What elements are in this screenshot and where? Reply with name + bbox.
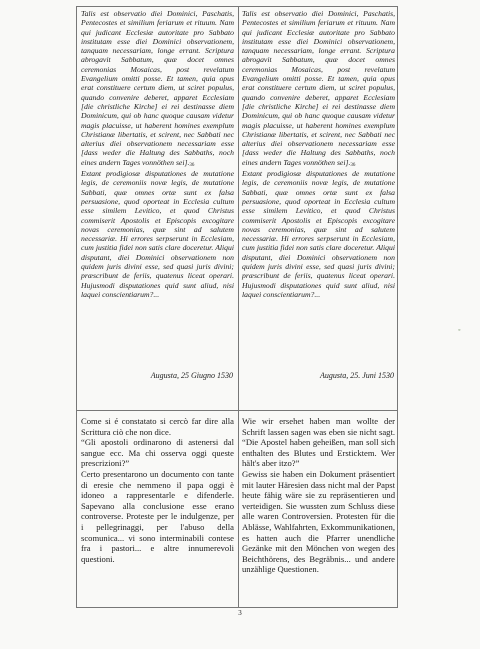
translation-paragraph: Wie wir ersehet haben man wollte der Schrift lassen sagen was eben sie nicht sagt. “Die Apostel haben geheißen, man soll sich enthalten des Blutes und Ersticktem. Wer hält's aber itzo?” [242,416,395,469]
translation-paragraph: “Gli apostoli ordinarono di astenersi dal sangue ecc. Ma chi osserva oggi queste prescrizioni?” [81,437,234,469]
italian-translation [81,416,234,564]
bilingual-text-table [76,6,398,608]
latin-paragraph-1-right: Talis est observatio diei Dominici, Paschatis, Pentecostes et similium feriarum et rituum. Nam qui judicant Ecclesiæ autoritate pro Sabbato institutam esse diei Dominici observationem, tanquam necessariam, longe errant. Scriptura abrogavit Sabbatum, quæ docet omnes ceremonias Mosaicas, post revelatum Evangelium omitti posse. Et tamen, quia opus erat constituere certum diem, ut sciret populus, quando convenire deberet, apparet Ecclesiam [die christliche Kirche] ei rei destinasse diem Dominicum, qui ob hanc quoque causam videtur magis placuisse, ut haberent homines exemplum Christianæ libertatis, et scirent, nec Sabbati nec alterius diei observationem necessariam esse [dass weder die Haltung des Sabbaths, noch eines andern Tages vonnöthen sei]. [242,9,395,167]
latin-paragraph-2-left: Extant prodigiosæ disputationes de mutatione legis, de ceremoniis novæ legis, de mutatione Sabbati, quæ omnes ortæ sunt ex falsa persuasione, quod oporteat in Ecclesia cultum esse similem Levitico, et quod Christus commiserit Apostolis et Episcopis excogitare novas ceremonias, quæ sint ad salutem necessariæ. Hi errores serpserunt in Ecclesiam, cum justitia fidei non satis clare doceretur. Aliqui disputant, diei Dominici observationem non quidem juris divini esse, sed quasi juris divini; præscribunt de feriis, quatenus liceat operari. Hujusmodi disputationes quid sunt aliud, nisi laquei conscientiarum?... [81,169,234,299]
page-number: 3 [238,609,242,617]
latin-passage-left [81,9,234,299]
footnote-ref-right: 36 [350,162,356,168]
translation-paragraph: Come si é constatato si cercò far dire alla Scrittura ciò che non dice. [81,416,234,437]
right-column [238,7,399,607]
stray-mark: ◦ [458,326,461,334]
translation-paragraph: Certo presentarono un documento con tante di eresie che nemmeno il papa oggi è idoneo a rappresentarle e difenderle. Sapevano alla conclusione esse erano controverse. Proteste per le indulgenze, per i pellegrinaggi, per l'abuso della scomunica... vi sono interminabili contese fra i pastori... e altre innumerevoli questioni. [81,468,234,564]
date-right: Augusta, 25. Juni 1530 [320,371,394,380]
latin-paragraph-1-left: Talis est observatio diei Dominici, Paschatis, Pentecostes et similium feriarum et rituum. Nam qui judicant Ecclesiæ autoritate pro Sabbato institutam esse diei Dominici observationem, tanquam necessariam, longe errant. Scriptura abrogavit Sabbatum, quæ docet omnes ceremonias Mosaicas, post revelatum Evangelium omitti posse. Et tamen, quia opus erat constituere certum diem, ut sciret populus, quando convenire deberet, apparet Ecclesiam [die christliche Kirche] ei rei destinasse diem Dominicum, qui ob hanc quoque causam videtur magis placuisse, ut haberent homines exemplum Christianæ libertatis, et scirent, nec Sabbati nec alterius diei observationem necessariam esse [dass weder die Haltung des Sabbaths, noch eines andern Tages vonnöthen sei]. [81,9,234,167]
latin-paragraph-2-right: Extant prodigiosæ disputationes de mutatione legis, de ceremoniis novæ legis, de mutatione Sabbati, quæ omnes ortæ sunt ex falsa persuasione, quod oporteat in Ecclesia cultum esse similem Levitico, et quod Christus commiserit Apostolis et Episcopis excogitare novas ceremonias, quæ sint ad salutem necessariæ. Hi errores serpserunt in Ecclesiam, cum justitia fidei non satis clare doceretur. Aliqui disputant, diei Dominici observationem non quidem juris divini esse, sed quasi juris divini; præscribunt de feriis, quatenus liceat operari. Hujusmodi disputationes quid sunt aliud, nisi laquei conscientiarum?... [242,169,395,299]
german-translation [242,416,395,575]
latin-passage-right [242,9,395,299]
footnote-ref-left: 36 [189,162,195,168]
date-left: Augusta, 25 Giugno 1530 [150,371,233,380]
translation-paragraph: Gewiss sie haben ein Dokument präsentiert mit lauter Häresien dass nicht mal der Papst heute fähig wäre sie zu repräsentieren und verteidigen. Sie wussten zum Schluss diese alle waren Controversien. Protesten für die Ablässe, Wahlfahrten, Exkommunikationen, es hatten auch die Pfarrer unendliche Gezänke mit den Mönchen von wegen des Beichthörens, des Begräbnis... und andere unzählige Questionen. [242,468,395,575]
left-column [77,7,238,607]
